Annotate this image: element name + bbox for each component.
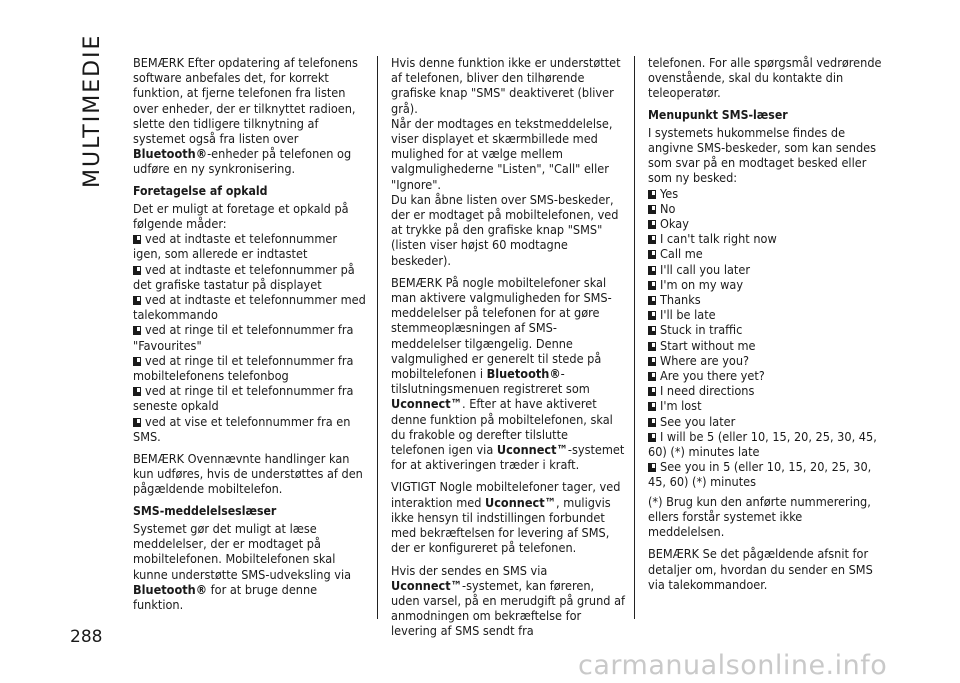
section-heading: SMS-meddelelseslæser	[133, 503, 277, 518]
column-3	[648, 55, 882, 599]
message-text: Call me	[660, 246, 703, 262]
note-paragraph	[133, 55, 367, 177]
list-item-text: ved at ringe til et telefonnummer fra "Favourites"	[133, 322, 354, 353]
bluetooth-term: Bluetooth®	[486, 366, 561, 382]
list-item-text: ved at indtaste et telefonnummer på det grafiske tastatur på displayet	[133, 261, 355, 292]
note-paragraph	[391, 275, 625, 473]
bullet-icon	[648, 357, 656, 366]
text: , muligvis ikke hensyn til indstillingen forbundet med bekræftelsen for levering af SMS, der er konfigureret på telefonen.	[391, 494, 611, 556]
bullet-icon	[648, 463, 656, 472]
uconnect-term: Uconnect™	[496, 442, 568, 458]
message-item	[648, 322, 882, 337]
bullet-icon	[648, 235, 656, 244]
important-paragraph	[391, 479, 625, 555]
list-item	[133, 262, 367, 292]
message-item	[648, 246, 882, 261]
text: -tilslutningsmenuen registreret som	[391, 366, 590, 397]
bullet-icon	[133, 357, 141, 366]
message-item	[648, 459, 882, 489]
message-item	[648, 292, 882, 307]
column-1	[133, 55, 367, 619]
message-text: See you in 5 (eller 10, 15, 20, 25, 30, 45, 60) (*) minutes	[648, 459, 872, 490]
body-paragraph: Du kan åbne listen over SMS-beskeder, der er modtaget på mobiltelefonen, ved at trykke på den grafiske knap "SMS" (listen viser højst 60 modtagne beskeder).	[391, 191, 619, 268]
message-item	[648, 186, 882, 201]
body-paragraph: Når der modtages en tekstmeddelelse, viser displayet et skærmbillede med mulighed for at vælge mellem valgmulighederne "Listen", "Call" eller "Ignore".	[391, 115, 613, 192]
note-paragraph: BEMÆRK Ovennævnte handlinger kan kun udføres, hvis de understøttes af den pågældende mobiltelefon.	[133, 451, 363, 497]
message-text: Stuck in traffic	[660, 322, 743, 338]
message-item	[648, 262, 882, 277]
bullet-icon	[648, 433, 656, 442]
note-paragraph: BEMÆRK Se det pågældende afsnit for detaljer om, hvordan du sender en SMS via talekommandoer.	[648, 546, 873, 592]
message-item	[648, 216, 882, 231]
footnote: (*) Brug kun den anførte nummerering, ellers forstår systemet ikke meddelelsen.	[648, 493, 871, 540]
message-text: Okay	[660, 216, 689, 232]
bullet-list	[133, 231, 367, 444]
bullet-icon	[648, 418, 656, 427]
bullet-icon	[648, 311, 656, 320]
page-number: 288	[70, 627, 103, 647]
message-text: Thanks	[660, 292, 701, 308]
message-text: I need directions	[660, 383, 755, 399]
list-item-text: ved at ringe til et telefonnummer fra mobiltelefonens telefonbog	[133, 352, 354, 384]
text: -systemet for at aktiveringen træder i kraft.	[391, 442, 625, 473]
message-item	[648, 429, 882, 459]
uconnect-term: Uconnect™	[391, 577, 462, 593]
bullet-icon	[648, 190, 656, 199]
message-item	[648, 231, 882, 246]
message-text: Where are you?	[660, 352, 750, 368]
bullet-icon	[133, 326, 141, 335]
message-item	[648, 307, 882, 322]
message-text: Start without me	[660, 337, 756, 353]
column-divider	[377, 56, 378, 619]
list-item	[133, 414, 367, 444]
message-text: I'm lost	[660, 398, 702, 414]
message-text: See you later	[660, 413, 736, 429]
bullet-icon	[648, 342, 656, 351]
watermark: carmanualsonline.info	[578, 650, 888, 681]
bullet-icon	[648, 296, 656, 305]
bluetooth-term: Bluetooth®	[133, 146, 208, 162]
uconnect-term: Uconnect™	[485, 494, 557, 510]
message-text: I'll call you later	[660, 261, 750, 277]
body-paragraph	[133, 521, 367, 612]
text: . Efter at have aktiveret denne funktion på mobiltelefonen, skal du frakoble og derefter tilslutte telefonen igen via	[391, 396, 613, 458]
bullet-icon	[648, 326, 656, 335]
text: -enheder på telefonen og udføre en ny synkronisering.	[133, 146, 352, 177]
text: Hvis der sendes en SMS via	[391, 562, 548, 578]
message-item	[648, 383, 882, 398]
intro-paragraph: Det er muligt at foretage et opkald på følgende måder:	[133, 200, 349, 232]
list-item-text: ved at indtaste et telefonnummer med talekommando	[133, 292, 366, 323]
message-list	[648, 186, 882, 490]
message-item	[648, 368, 882, 383]
message-item	[648, 277, 882, 292]
list-item	[133, 383, 367, 413]
body-paragraph: Hvis denne funktion ikke er understøttet af telefonen, bliver den tilhørende grafiske knap "SMS" deaktiveret (bliver grå).	[391, 55, 621, 116]
text: BEMÆRK På nogle mobiltelefoner skal man aktivere valgmuligheden for SMS-meddelelser på telefonen for at gøre stemmeoplæsningen af SMS-meddelelser tilgængelig. Denne valgmulighed er generelt til stede på mobiltelefonen i	[391, 274, 612, 382]
bullet-icon	[133, 387, 141, 396]
bullet-icon	[133, 235, 141, 244]
bullet-icon	[648, 205, 656, 214]
message-text: Yes	[660, 185, 679, 201]
text: VIGTIGT Nogle mobiltelefoner tager, ved interaktion med	[391, 479, 621, 510]
list-item	[133, 231, 367, 261]
bullet-icon	[133, 296, 141, 305]
bullet-icon	[648, 281, 656, 290]
list-item-text: ved at vise et telefonnummer fra en SMS.	[133, 413, 351, 444]
text: for at bruge denne funktion.	[133, 581, 318, 612]
message-item	[648, 338, 882, 353]
message-text: I'm on my way	[660, 276, 744, 292]
bluetooth-term: Bluetooth®	[133, 581, 208, 597]
bullet-icon	[648, 220, 656, 229]
bullet-icon	[648, 250, 656, 259]
list-item-text: ved at indtaste et telefonnummer igen, som allerede er indtastet	[133, 231, 337, 262]
section-title: MULTIMEDIE	[80, 33, 105, 188]
uconnect-term: Uconnect™	[391, 396, 462, 412]
bullet-icon	[648, 402, 656, 411]
text: BEMÆRK Efter opdatering af telefonens software anbefales det, for korrekt funktion, at fjerne telefonen fra listen over enheder, der er tilknyttet radioen, slette den tidligere tilknytning af systemet også fra listen over	[133, 55, 358, 147]
text: -systemet, kan føreren, uden varsel, på en merudgift på grund af anmodningen om bekræftelse for levering af SMS sendt fra	[391, 577, 625, 639]
body-paragraph	[391, 563, 625, 639]
message-text: I can't talk right now	[660, 231, 777, 247]
section-heading: Menupunkt SMS-læser	[648, 107, 788, 122]
list-item	[133, 322, 367, 352]
list-item-text: ved at ringe til et telefonnummer fra seneste opkald	[133, 383, 354, 414]
message-item	[648, 398, 882, 413]
column-divider	[634, 56, 635, 619]
message-text: Are you there yet?	[660, 368, 765, 384]
message-item	[648, 201, 882, 216]
message-text: I'll be late	[660, 307, 716, 323]
bullet-icon	[133, 418, 141, 427]
section-heading: Foretagelse af opkald	[133, 183, 268, 198]
message-text: I will be 5 (eller 10, 15, 20, 25, 30, 45, 60) (*) minutes late	[648, 428, 877, 460]
message-item	[648, 353, 882, 368]
list-item	[133, 353, 367, 383]
bullet-icon	[648, 387, 656, 396]
message-text: No	[660, 200, 676, 216]
bullet-icon	[648, 266, 656, 275]
text: Systemet gør det muligt at læse meddelelser, der er modtaget på mobiltelefonen. Mobiltelefonen skal kunne understøtte SMS-udveksling via	[133, 520, 352, 582]
message-item	[648, 414, 882, 429]
body-paragraph: I systemets hukommelse findes de angivne SMS-beskeder, som kan sendes som svar på en modtaget besked eller som ny besked:	[648, 124, 877, 186]
body-paragraph: telefonen. For alle spørgsmål vedrørende ovenstående, skal du kontakte din teleoperatør.	[648, 55, 882, 101]
bullet-icon	[133, 266, 141, 275]
column-2	[391, 55, 625, 646]
bullet-icon	[648, 372, 656, 381]
list-item	[133, 292, 367, 322]
